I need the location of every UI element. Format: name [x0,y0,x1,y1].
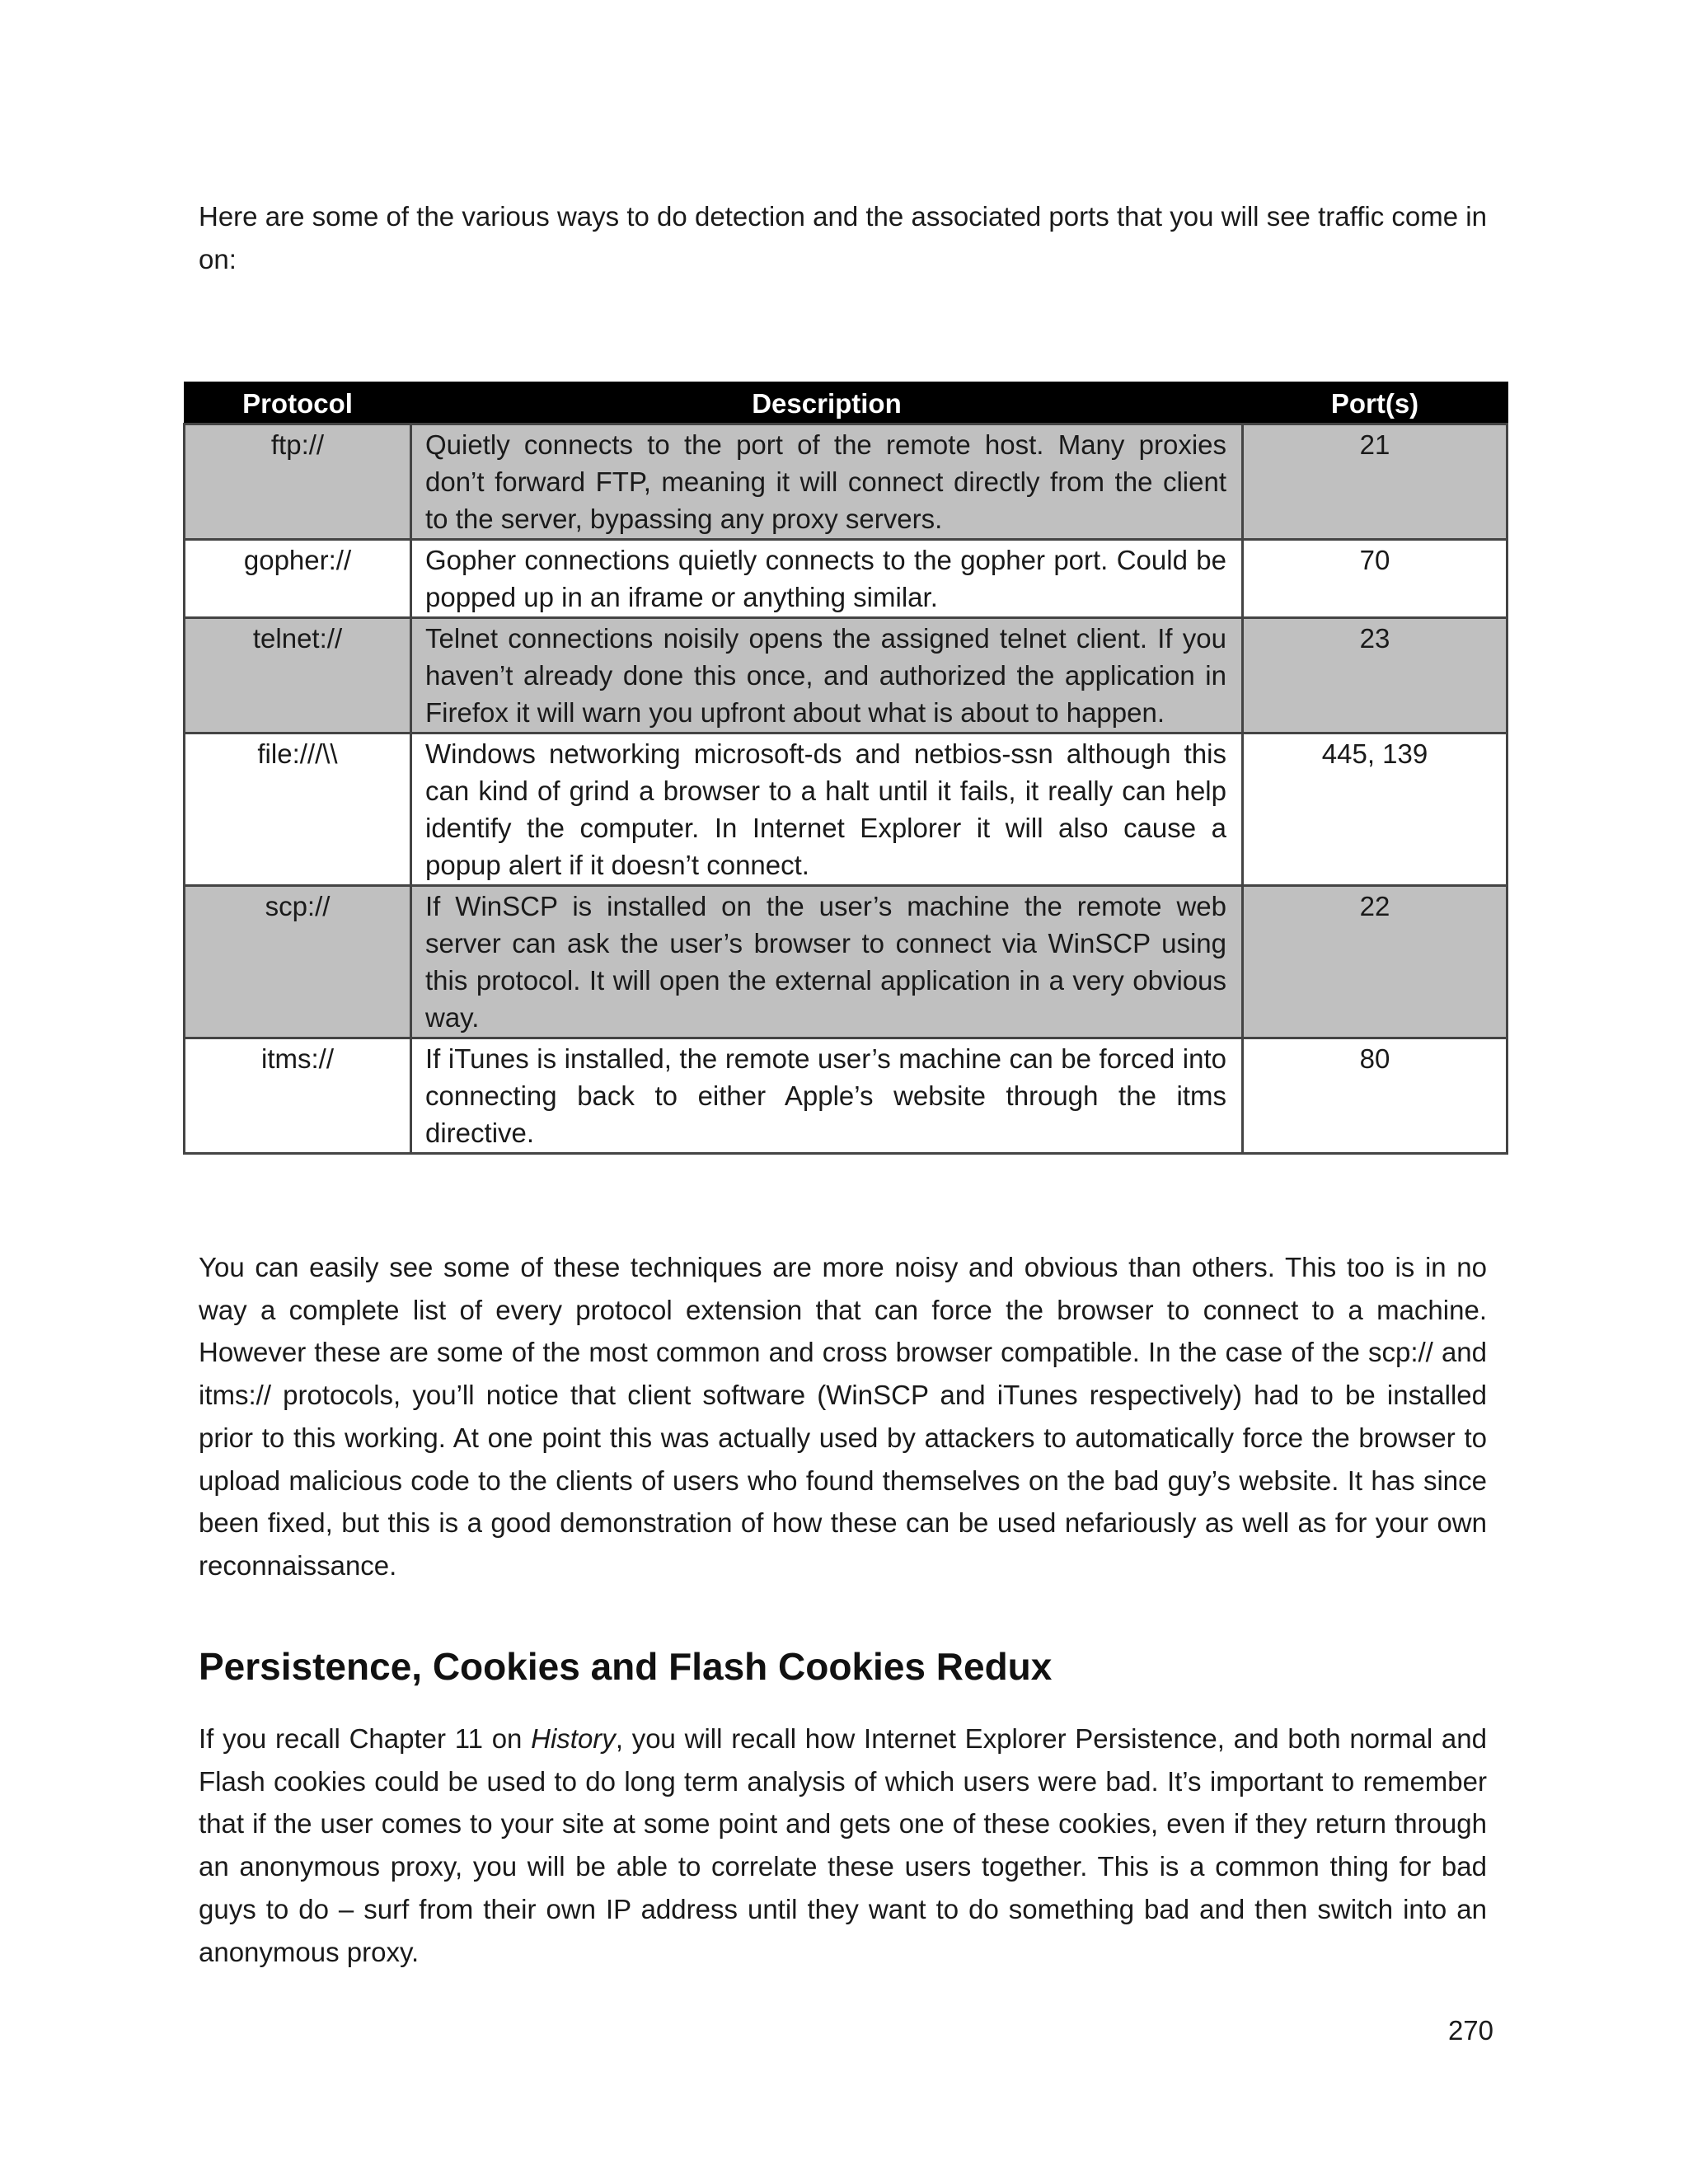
description-cell: Windows networking microsoft-ds and netbios-ssn although this can kind of grind a browser to a halt until it fails, it really can help identify the computer. In Internet Explorer it will also cause a popup alert if it doesn’t connect. [411,733,1243,886]
description-cell: Gopher connections quietly connects to the gopher port. Could be popped up in an iframe or anything similar. [411,540,1243,618]
section-heading: Persistence, Cookies and Flash Cookies Redux [199,1645,1053,1688]
header-description: Description [411,382,1243,424]
ports-cell: 70 [1243,540,1507,618]
paragraph-text-after: , you will recall how Internet Explorer Persistence, and both normal and Flash cookies could be used to do long term analysis of which users were bad. It’s important to remember that if the user comes to your site at some point and gets one of these cookies, even if they return through an anonymous proxy, you will be able to correlate these users together. This is a common thing for bad guys to do – surf from their own IP address until they want to do something bad and then switch into an anonymous proxy. [199,1723,1487,1967]
description-cell: If WinSCP is installed on the user’s machine the remote web server can ask the user’s browser to connect via WinSCP using this protocol. It will open the external application in a very obvious way. [411,886,1243,1038]
table-header-row [185,382,1507,424]
body-paragraph-techniques: You can easily see some of these techniques are more noisy and obvious than others. This too is in no way a complete list of every protocol extension that can force the browser to connect to a machine. However these are some of the most common and cross browser compatible. In the case of the scp:// and itms:// protocols, you’ll notice that client software (WinSCP and iTunes respectively) had to be installed prior to this working. At one point this was actually used by attackers to automatically force the browser to upload malicious code to the clients of users who found themselves on the bad guy’s website. It has since been fixed, but this is a good demonstration of how these can be used nefariously as well as for your own reconnaissance. [199,1252,1487,1581]
protocol-cell: file:///\\ [185,733,411,886]
header-protocol: Protocol [185,382,411,424]
table-row [185,886,1507,1038]
protocol-cell: ftp:// [185,424,411,540]
ports-cell: 22 [1243,886,1507,1038]
description-cell: Quietly connects to the port of the remote host. Many proxies don’t forward FTP, meaning it will connect directly from the client to the server, bypassing any proxy servers. [411,424,1243,540]
protocol-table [183,382,1508,1155]
protocol-cell: telnet:// [185,618,411,733]
protocol-cell: itms:// [185,1038,411,1154]
ports-cell: 445, 139 [1243,733,1507,886]
page-number: 270 [1447,2015,1493,2046]
table-row [185,540,1507,618]
body-paragraph-persistence [199,1718,1487,1973]
table-row [185,1038,1507,1154]
protocol-cell: scp:// [185,886,411,1038]
paragraph-text-before: If you recall Chapter 11 on [199,1723,532,1754]
description-cell: If iTunes is installed, the remote user’s machine can be forced into connecting back to either Apple’s website through the itms directive. [411,1038,1243,1154]
history-emphasis: History [531,1723,616,1754]
description-cell: Telnet connections noisily opens the assigned telnet client. If you haven’t already done this once, and authorized the application in Firefox it will warn you upfront about what is about to happen. [411,618,1243,733]
protocol-cell: gopher:// [185,540,411,618]
intro-paragraph: Here are some of the various ways to do detection and the associated ports that you will see traffic come in on: [199,201,1487,274]
ports-cell: 80 [1243,1038,1507,1154]
table-row [185,733,1507,886]
header-ports: Port(s) [1243,382,1507,424]
table-row [185,424,1507,540]
ports-cell: 21 [1243,424,1507,540]
ports-cell: 23 [1243,618,1507,733]
table-row [185,618,1507,733]
